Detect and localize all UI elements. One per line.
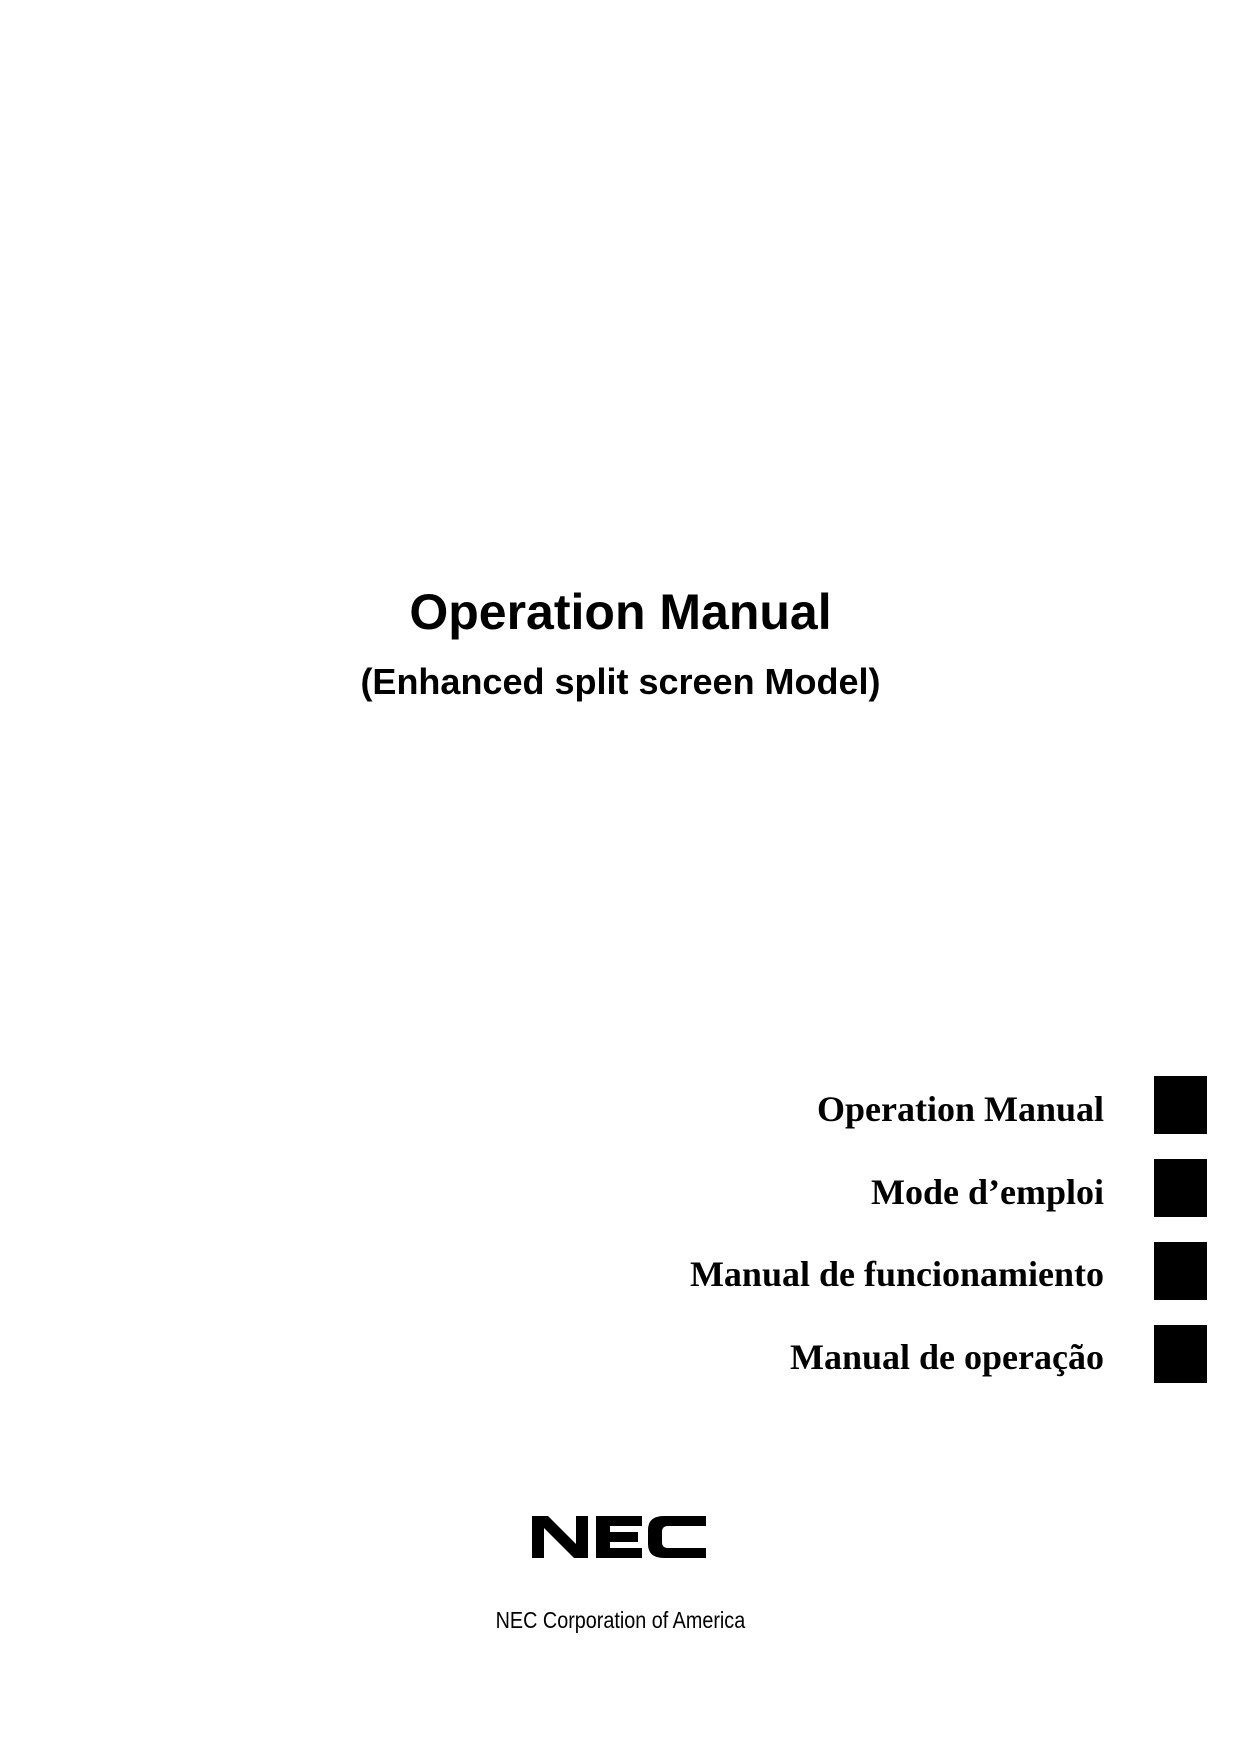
company-name: NEC Corporation of America: [495, 1607, 746, 1633]
language-label-spanish: Manual de funcionamiento: [689, 1254, 1104, 1294]
language-tab-marker-spanish: [1154, 1242, 1207, 1300]
language-label-portuguese: Manual de operação: [790, 1337, 1104, 1377]
language-tab-marker-portuguese: [1154, 1325, 1207, 1383]
manual-title: Operation Manual: [409, 584, 832, 640]
language-label-english: Operation Manual: [816, 1089, 1104, 1129]
language-label-french: Mode d’emploi: [871, 1172, 1104, 1212]
language-tab-marker-french: [1154, 1159, 1207, 1217]
language-tab-marker-english: [1154, 1076, 1207, 1134]
manual-subtitle: (Enhanced split screen Model): [360, 661, 881, 702]
nec-logo: [530, 1510, 710, 1562]
